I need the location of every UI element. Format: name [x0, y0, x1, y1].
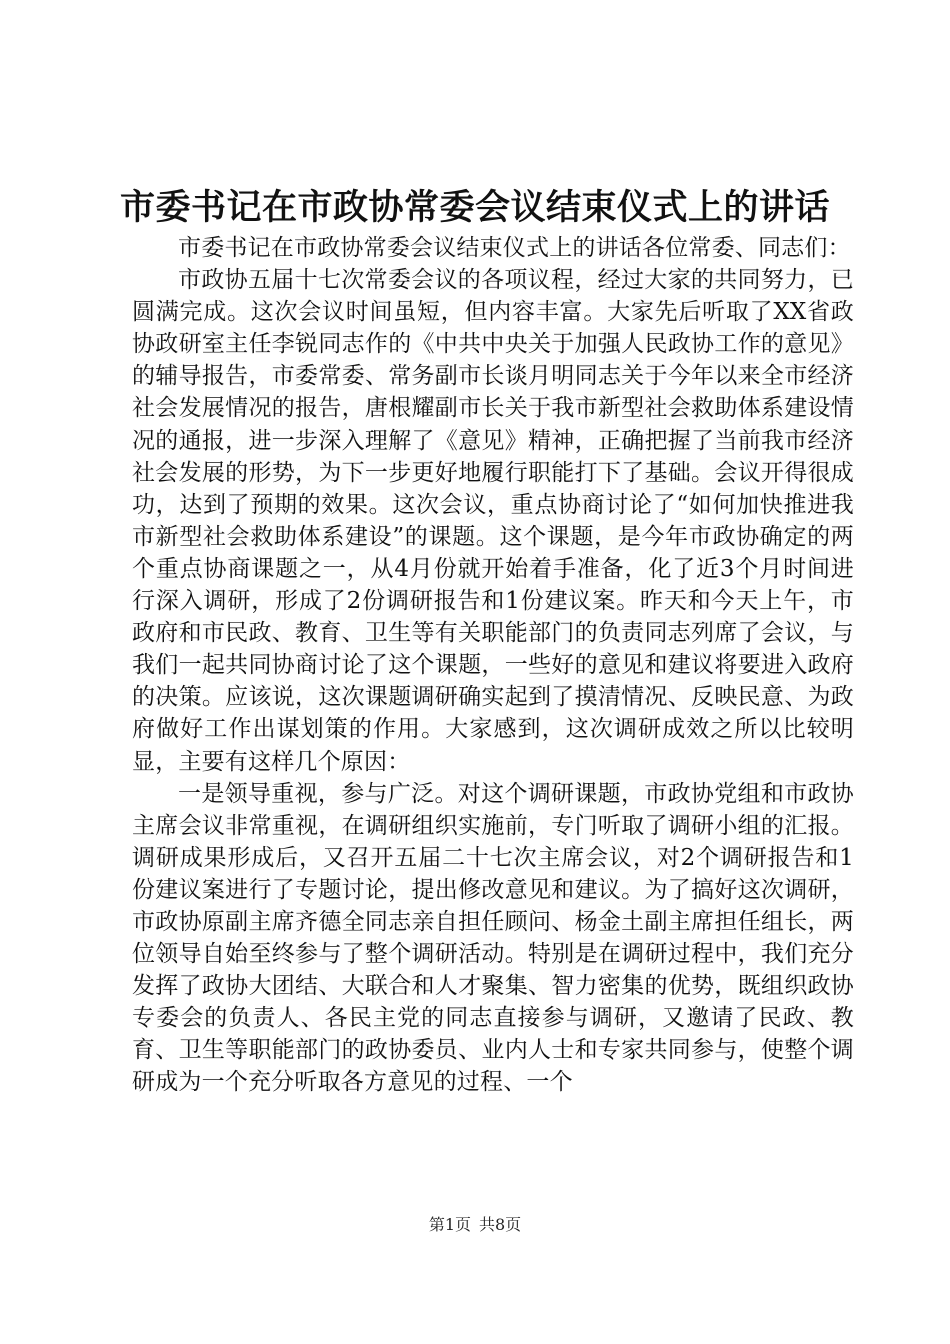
page-number-current: 第1页 [428, 1215, 471, 1234]
body-paragraph-1: 市政协五届十七次常委会议的各项议程，经过大家的共同努力，已圆满完成。这次会议时间虽短，但内容丰富。大家先后听取了XX省政协政研室主任李锐同志作的《中共中央关于加强人民政协工作的意见》的辅导报告，市委常委、常务副市长谈月明同志关于今年以来全市经济社会发展情况的报告，唐根耀副市长关于我市新型社会救助体系建设情况的通报，进一步深入理解了《意见》精神，正确把握了当前我市经济社会发展的形势，为下一步更好地履行职能打下了基础。会议开得很成功，达到了预期的效果。这次会议，重点协商讨论了“如何加快推进我市新型社会救助体系建设”的课题。这个课题，是今年市政协确定的两个重点协商课题之一，从4月份就开始着手准备，化了近3个月时间进行深入调研，形成了2份调研报告和1份建议案。昨天和今天上午，市政府和市民政、教育、卫生等有关职能部门的负责同志列席了会议，与我们一起共同协商讨论了这个课题，一些好的意见和建议将要进入政府的决策。应该说，这次课题调研确实起到了摸清情况、反映民意、为政府做好工作出谋划策的作用。大家感到，这次调研成效之所以比较明显，主要有这样几个原因： [132, 267, 854, 775]
document-title: 市委书记在市政协常委会议结束仪式上的讲话 [119, 188, 830, 228]
body-paragraph-2: 一是领导重视，参与广泛。对这个调研课题，市政协党组和市政协主席会议非常重视，在调研组织实施前，专门听取了调研小组的汇报。调研成果形成后，又召开五届二十七次主席会议，对2个调研报告和1份建议案进行了专题讨论，提出修改意见和建议。为了搞好这次调研，市政协原副主席齐德全同志亲自担任顾问、杨金土副主席担任组长，两位领导自始至终参与了整个调研活动。特别是在调研过程中，我们充分发挥了政协大团结、大联合和人才聚集、智力密集的优势，既组织政协专委会的负责人、各民主党的同志直接参与调研，又邀请了民政、教育、卫生等职能部门的政协委员、业内人士和专家共同参与，使整个调研成为一个充分听取各方意见的过程、一个 [132, 780, 854, 1096]
page-footer [0, 1214, 950, 1236]
page-number-total: 共8页 [479, 1215, 522, 1234]
salutation-paragraph: 市委书记在市政协常委会议结束仪式上的讲话各位常委、同志们： [178, 235, 851, 261]
document-body [132, 232, 854, 1099]
